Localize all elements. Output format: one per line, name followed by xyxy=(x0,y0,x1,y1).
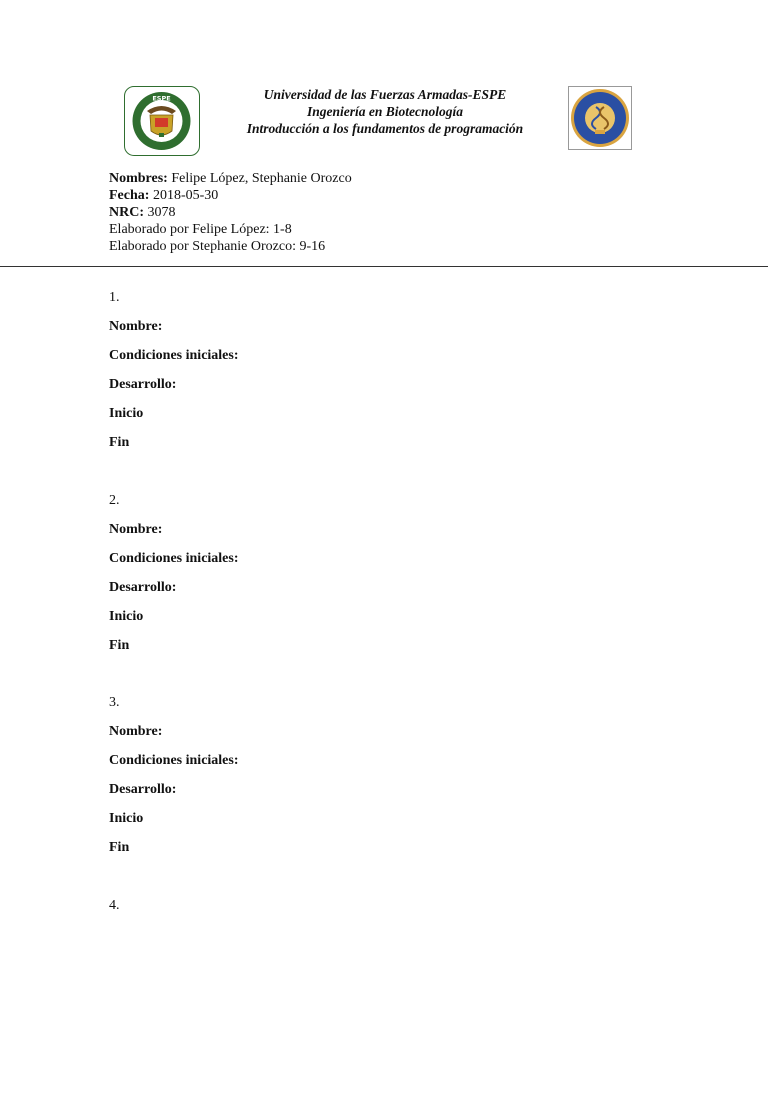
fin-label: Fin xyxy=(109,637,709,654)
exercise-number: 4. xyxy=(109,897,709,914)
nombre-label: Nombre: xyxy=(109,723,709,740)
biotech-seal-icon xyxy=(569,87,631,149)
condiciones-label: Condiciones iniciales: xyxy=(109,347,709,364)
nrc-value: 3078 xyxy=(144,205,176,220)
nombres-label: Nombres: xyxy=(109,171,168,186)
espe-logo xyxy=(124,86,200,156)
condiciones-label: Condiciones iniciales: xyxy=(109,752,709,769)
exercise-section-3 xyxy=(109,694,709,897)
biotech-logo xyxy=(568,86,632,150)
course-name: Introducción a los fundamentos de programación xyxy=(210,120,560,137)
condiciones-label: Condiciones iniciales: xyxy=(109,550,709,567)
university-name: Universidad de las Fuerzas Armadas-ESPE xyxy=(210,86,560,103)
elaborado-line-2: Elaborado por Stephanie Orozco: 9-16 xyxy=(109,238,352,255)
inicio-label: Inicio xyxy=(109,608,709,625)
exercise-number: 1. xyxy=(109,289,709,306)
program-name: Ingeniería en Biotecnología xyxy=(210,103,560,120)
exercise-sections xyxy=(109,289,709,1099)
student-info xyxy=(109,170,352,255)
espe-crest-icon xyxy=(125,87,198,154)
exercise-section-2 xyxy=(109,492,709,695)
inicio-label: Inicio xyxy=(109,810,709,827)
nombre-label: Nombre: xyxy=(109,318,709,335)
exercise-section-4 xyxy=(109,897,709,1099)
desarrollo-label: Desarrollo: xyxy=(109,376,709,393)
document-header xyxy=(210,86,560,137)
nombre-label: Nombre: xyxy=(109,521,709,538)
exercise-section-1 xyxy=(109,289,709,492)
fecha-line xyxy=(109,187,352,204)
espe-logo-text: ESPE xyxy=(152,95,170,103)
fecha-value: 2018-05-30 xyxy=(149,188,218,203)
fin-label: Fin xyxy=(109,839,709,856)
nombres-value: Felipe López, Stephanie Orozco xyxy=(168,171,352,186)
fin-label: Fin xyxy=(109,434,709,451)
inicio-label: Inicio xyxy=(109,405,709,422)
nrc-label: NRC: xyxy=(109,205,144,220)
desarrollo-label: Desarrollo: xyxy=(109,781,709,798)
nombres-line xyxy=(109,170,352,187)
header-divider xyxy=(0,266,768,267)
desarrollo-label: Desarrollo: xyxy=(109,579,709,596)
elaborado-line-1: Elaborado por Felipe López: 1-8 xyxy=(109,221,352,238)
exercise-number: 3. xyxy=(109,694,709,711)
exercise-number: 2. xyxy=(109,492,709,509)
nrc-line xyxy=(109,204,352,221)
fecha-label: Fecha: xyxy=(109,188,149,203)
